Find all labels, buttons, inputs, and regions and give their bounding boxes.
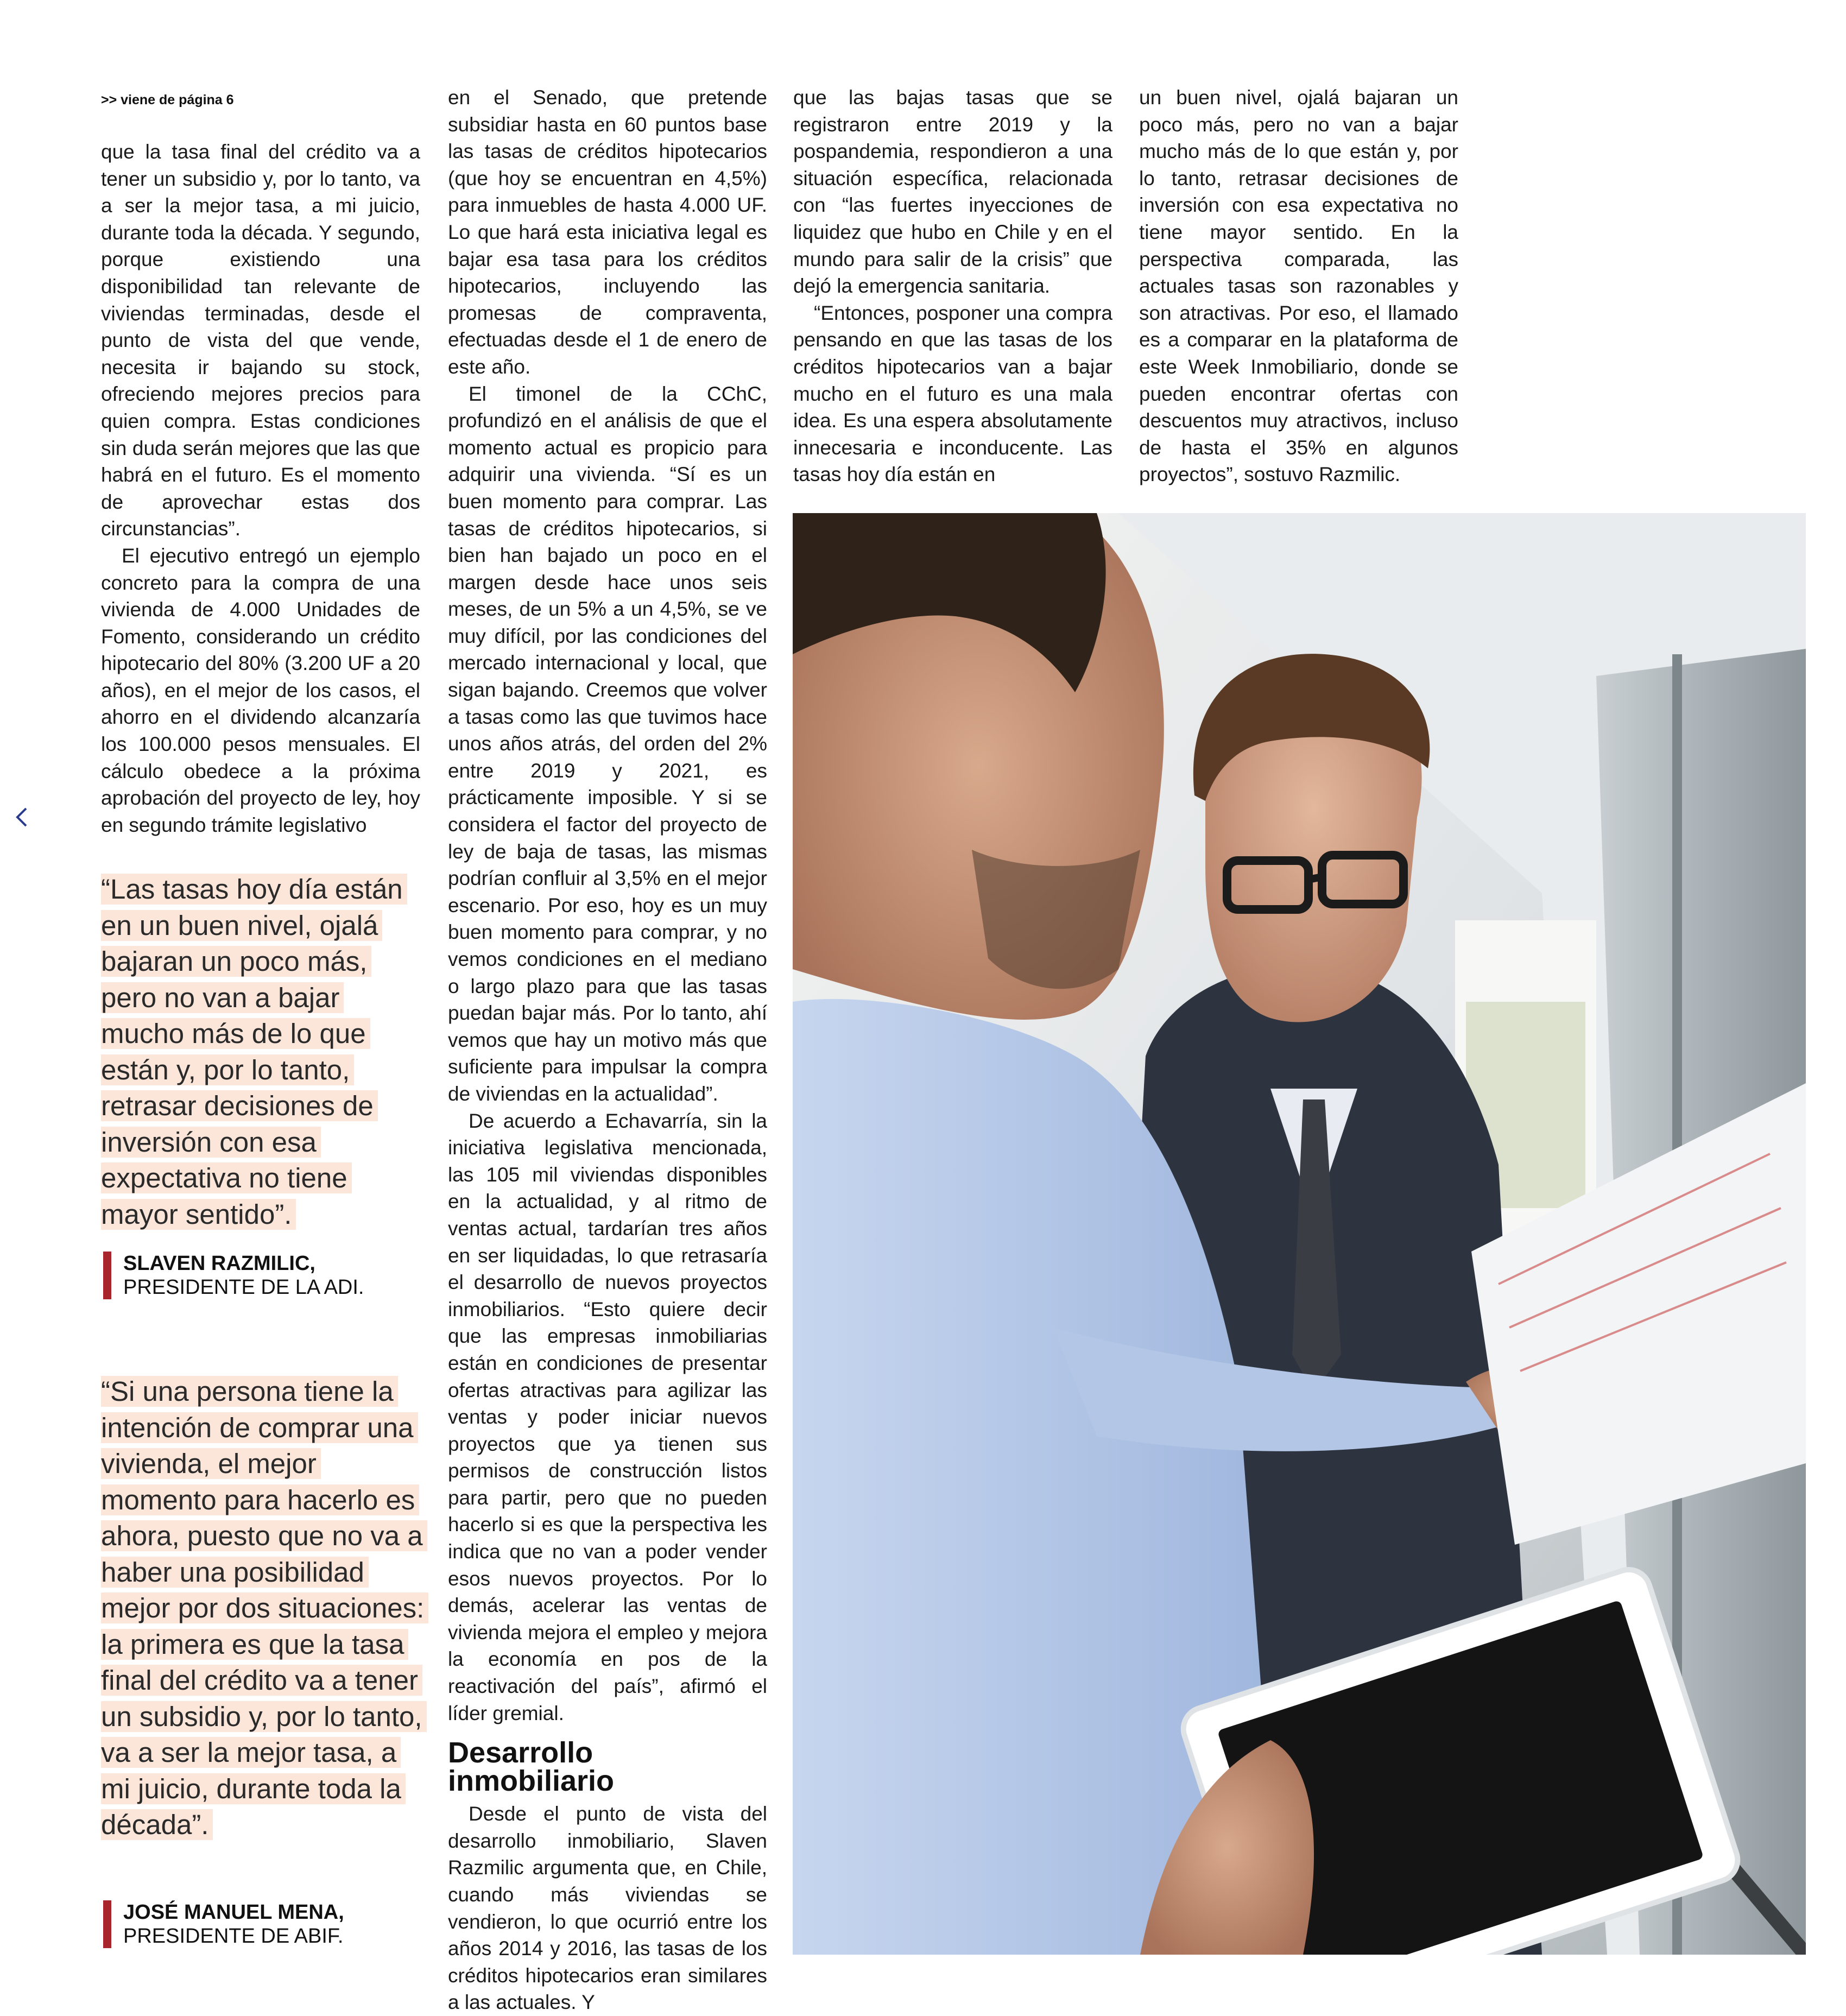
pull-quote-razmilic	[101, 871, 427, 1233]
attribution-name: SLAVEN RAZMILIC,	[123, 1252, 315, 1275]
chevron-left-icon[interactable]	[11, 806, 33, 828]
article-column-2	[448, 84, 767, 2016]
continued-from-page: >> viene de página 6	[101, 92, 234, 108]
paragraph: en el Senado, que pretende subsidiar hasta en 60 puntos base las tasas de créditos hipotecarios (que hoy se encuentran en 4,5%) para inmuebles de hasta 4.000 UF. Lo que hará esta iniciativa legal es bajar esa tasa para los créditos hipotecarios, incluyendo las promesas de compraventa, efectuadas desde el 1 de enero de este año.	[448, 86, 767, 378]
pull-quote-text: “Si una persona tiene la intención de comprar una vivienda, el mejor momento para hacerlo es ahora, puesto que no va a haber una posibilidad mejor por dos situaciones: la primera es que la tasa final del crédito va a tener un subsidio y, por lo tanto, va a ser la mejor tasa, a mi juicio, durante toda la década”.	[101, 1376, 428, 1840]
section-subheading: Desarrollo inmobiliario	[448, 1736, 615, 1798]
paragraph: De acuerdo a Echavarría, sin la iniciativa legislativa mencionada, las 105 mil viviendas disponibles en la actualidad, y al ritmo de ventas actual, tardarían tres años en ser liquidadas, lo que retrasaría el desarrollo de nuevos proyectos inmobiliarios. “Esto quiere decir que las empresas inmobiliarias están en condiciones de presentar ofertas atractivas para agilizar las ventas y poder iniciar nuevos proyectos que ya tienen sus permisos de construcción listos para partir, pero que no pueden hacerlo si es que la perspectiva les indica que no van a poder vender esos nuevos proyectos. Por lo demás, acelerar las ventas de vivienda mejora el empleo y mejora la economía en pos de la reactivación del país”, afirmó el líder gremial.	[448, 1109, 767, 1724]
article-column-3	[793, 84, 1112, 488]
paragraph: Desde el punto de vista del desarrollo inmobiliario, Slaven Razmilic argumenta que, en Chile, cuando más viviendas se vendieron, lo que ocurrió entre los años 2014 y 2016, las tasas de los créditos hipotecarios eran similares a las actuales. Y	[448, 1803, 767, 2014]
paragraph: que las bajas tasas que se registraron entre 2019 y la pospandemia, respondieron a una situación específica, relacionada con “las fuertes inyecciones de liquidez que hubo en Chile y en el mundo para salir de la crisis” que dejó la emergencia sanitaria.	[793, 86, 1112, 298]
article-column-4	[1139, 84, 1458, 488]
paragraph: El timonel de la CChC, profundizó en el análisis de que el momento actual es propicio para adquirir una vivienda. “Sí es un buen momento para comprar. Las tasas de créditos hipotecarios, si bien han bajado un poco en el margen desde hace unos seis meses, de un 5% a un 4,5%, se ve muy difícil, por las condiciones del mercado internacional y local, que sigan bajando. Creemos que volver a tasas como las que tuvimos hace unos años atrás, del orden del 2% entre 2019 y 2021, es prácticamente imposible. Y si se considera el factor del proyecto de ley de baja de tasas, las mismas podrían confluir al 3,5% en el mejor escenario. Por eso, hoy es un muy buen momento para comprar, y no vemos condiciones en el mediano o largo plazo para que las tasas puedan bajar más. Por lo tanto, ahí vemos que hay un motivo más que suficiente para impulsar la compra de viviendas en la actualidad”.	[448, 382, 767, 1105]
pull-quote-mena	[101, 1374, 427, 1843]
quote-attribution-razmilic	[103, 1252, 364, 1299]
paragraph: un buen nivel, ojalá bajaran un poco más, pero no van a bajar mucho más de lo que están y, por lo tanto, retrasar decisiones de inversión con esa expectativa no tiene mayor sentido. En la perspectiva comparada, las actuales tasas son razonables y son atractivas. Por eso, el llamado es a comparar en la plataforma de este Week Inmobiliario, donde se pueden encontrar ofertas con descuentos muy atractivos, incluso de hasta el 35% en algunos proyectos”, sostuvo Razmilic.	[1139, 86, 1458, 486]
paragraph: El ejecutivo entregó un ejemplo concreto para la compra de una vivienda de 4.000 Unidades de Fomento, considerando un crédito hipotecario del 80% (3.200 UF a 20 años), en el mejor de los casos, el ahorro en el dividendo alcanzaría los 100.000 pesos mensuales. El cálculo obedece a la próxima aprobación del proyecto de ley, hoy en segundo trámite legislativo	[101, 544, 420, 836]
article-photo	[793, 513, 1806, 1955]
paragraph: “Entonces, posponer una compra pensando en que las tasas de los créditos hipotecarios van a bajar mucho en el futuro es una mala idea. Es una espera absolutamente innecesaria e inconducente. Las tasas hoy día están en	[793, 301, 1112, 486]
paragraph: que la tasa final del crédito va a tener un subsidio y, por lo tanto, va a ser la mejor tasa, a mi juicio, durante toda la década. Y segundo, porque existiendo una disponibilidad tan relevante de viviendas terminadas, desde el punto de vista del que vende, necesita ir bajando su stock, ofreciendo mejores precios para quien compra. Estas condiciones sin duda serán mejores que las que habrá en el futuro. Es el momento de aprovechar estas dos circunstancias”.	[101, 141, 420, 540]
quote-attribution-mena	[103, 1900, 344, 1948]
attribution-role: PRESIDENTE DE LA ADI.	[123, 1276, 364, 1299]
pull-quote-text: “Las tasas hoy día están en un buen nivel, ojalá bajaran un poco más, pero no van a bajar mucho más de lo que están y, por lo tanto, retrasar decisiones de inversión con esa expectativa no tiene mayor sentido”.	[101, 874, 407, 1230]
attribution-name: JOSÉ MANUEL MENA,	[123, 1901, 344, 1924]
article-column-1	[101, 138, 420, 838]
attribution-role: PRESIDENTE DE ABIF.	[123, 1925, 344, 1948]
